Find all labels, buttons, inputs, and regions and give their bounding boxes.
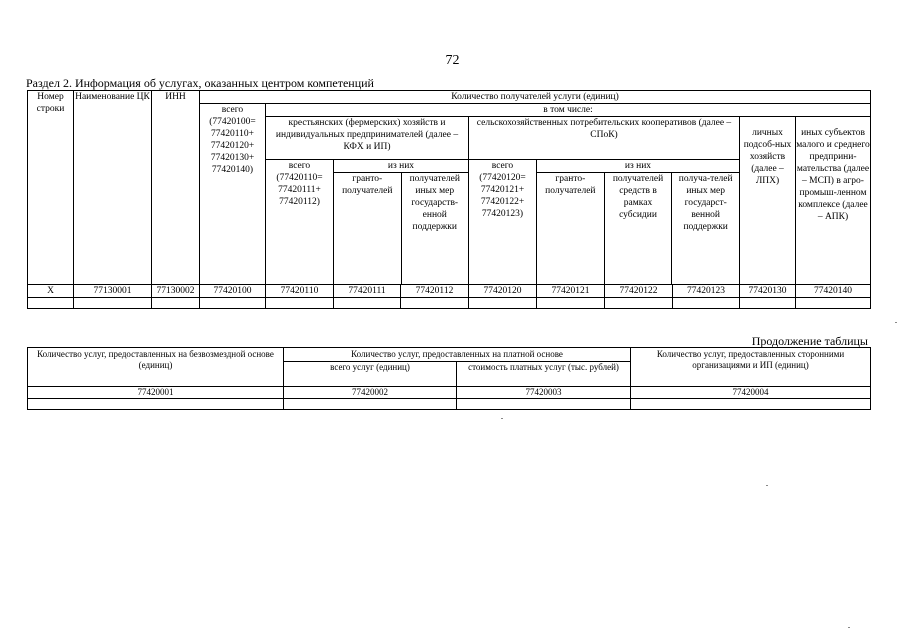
scan-speck bbox=[895, 322, 897, 323]
header-kfh: крестьянских (фермерских) хозяйств и индивидуальных предпринимателей (далее – КФХ и ИП) bbox=[266, 117, 469, 160]
code-cell: 77130001 bbox=[74, 285, 152, 298]
code-cell: 77420120 bbox=[469, 285, 537, 298]
header-inn: ИНН bbox=[152, 91, 200, 285]
code-cell: 77420004 bbox=[631, 387, 871, 399]
header-lph: личных подсоб-ных хозяйств (далее – ЛПХ) bbox=[740, 117, 796, 285]
header-spok-total: всего (77420120= 77420121+ 77420122+ 77420123) bbox=[469, 160, 537, 285]
code-cell: 77420111 bbox=[334, 285, 401, 298]
header-kfh-other: получателей иных мер государств-енной поддержки bbox=[409, 174, 460, 232]
section-title: Раздел 2. Информация об услугах, оказанных центром компетенций bbox=[26, 76, 374, 90]
scan-speck bbox=[501, 418, 503, 419]
codes-row bbox=[28, 285, 871, 298]
header-including: в том числе: bbox=[266, 104, 871, 117]
header-recipients: Количество получателей услуги (единиц) bbox=[200, 91, 871, 104]
services-recipients-table bbox=[27, 90, 871, 309]
code-cell: 77420121 bbox=[537, 285, 605, 298]
code-cell: 77420123 bbox=[673, 285, 740, 298]
continuation-label: Продолжение таблицы bbox=[751, 334, 868, 348]
header-paid-total: всего услуг (единиц) bbox=[284, 362, 457, 387]
header-spok-grant: гранто-получателей bbox=[537, 173, 605, 284]
header-name: Наименование ЦК bbox=[74, 91, 152, 285]
code-cell: 77420002 bbox=[284, 387, 457, 399]
header-free: Количество услуг, предоставленных на безвозмездной основе (единиц) bbox=[28, 348, 284, 387]
header-spok-other: получа-телей иных мер государст-венной поддержки bbox=[678, 174, 733, 232]
header-kfh-total: всего (77420110= 77420111+ 77420112) bbox=[266, 160, 334, 285]
code-cell: 77420130 bbox=[740, 285, 796, 298]
code-cell: 77420003 bbox=[457, 387, 631, 399]
empty-row bbox=[28, 298, 871, 309]
codes-row bbox=[28, 387, 871, 399]
header-row-number: Номер строки bbox=[28, 91, 74, 285]
empty-row bbox=[28, 399, 871, 410]
header-spok-of-them: из них bbox=[537, 160, 739, 173]
code-cell: 77420140 bbox=[796, 285, 871, 298]
scan-speck bbox=[848, 627, 850, 628]
scan-speck bbox=[766, 485, 768, 486]
code-cell: 77420110 bbox=[266, 285, 334, 298]
header-paid: Количество услуг, предоставленных на платной основе bbox=[284, 348, 631, 362]
code-cell: 77420122 bbox=[605, 285, 673, 298]
header-total: всего (77420100= 77420110+ 77420120+ 77420130+ 77420140) bbox=[200, 104, 266, 285]
header-paid-cost: стоимость платных услуг (тыс. рублей) bbox=[457, 362, 631, 387]
services-count-table bbox=[27, 347, 871, 410]
header-spok-subsidy: получателей средств в рамках субсидии bbox=[605, 173, 673, 284]
code-cell: 77420100 bbox=[200, 285, 266, 298]
code-cell: 77420112 bbox=[401, 285, 469, 298]
header-spok: сельскохозяйственных потребительских кооперативов (далее – СПоК) bbox=[469, 117, 740, 160]
code-cell: X bbox=[28, 285, 74, 298]
code-cell: 77420001 bbox=[28, 387, 284, 399]
header-kfh-of-them: из них bbox=[334, 160, 468, 173]
code-cell: 77130002 bbox=[152, 285, 200, 298]
header-kfh-grant: гранто-получателей bbox=[334, 173, 402, 284]
page-number: 72 bbox=[445, 53, 460, 68]
header-msp: иных субъектов малого и среднего предприни-мательства (далее – МСП) в агро-промыш-ленном комплексе (далее – АПК) bbox=[796, 117, 871, 285]
header-third-party: Количество услуг, предоставленных сторонними организациями и ИП (единиц) bbox=[631, 348, 871, 387]
